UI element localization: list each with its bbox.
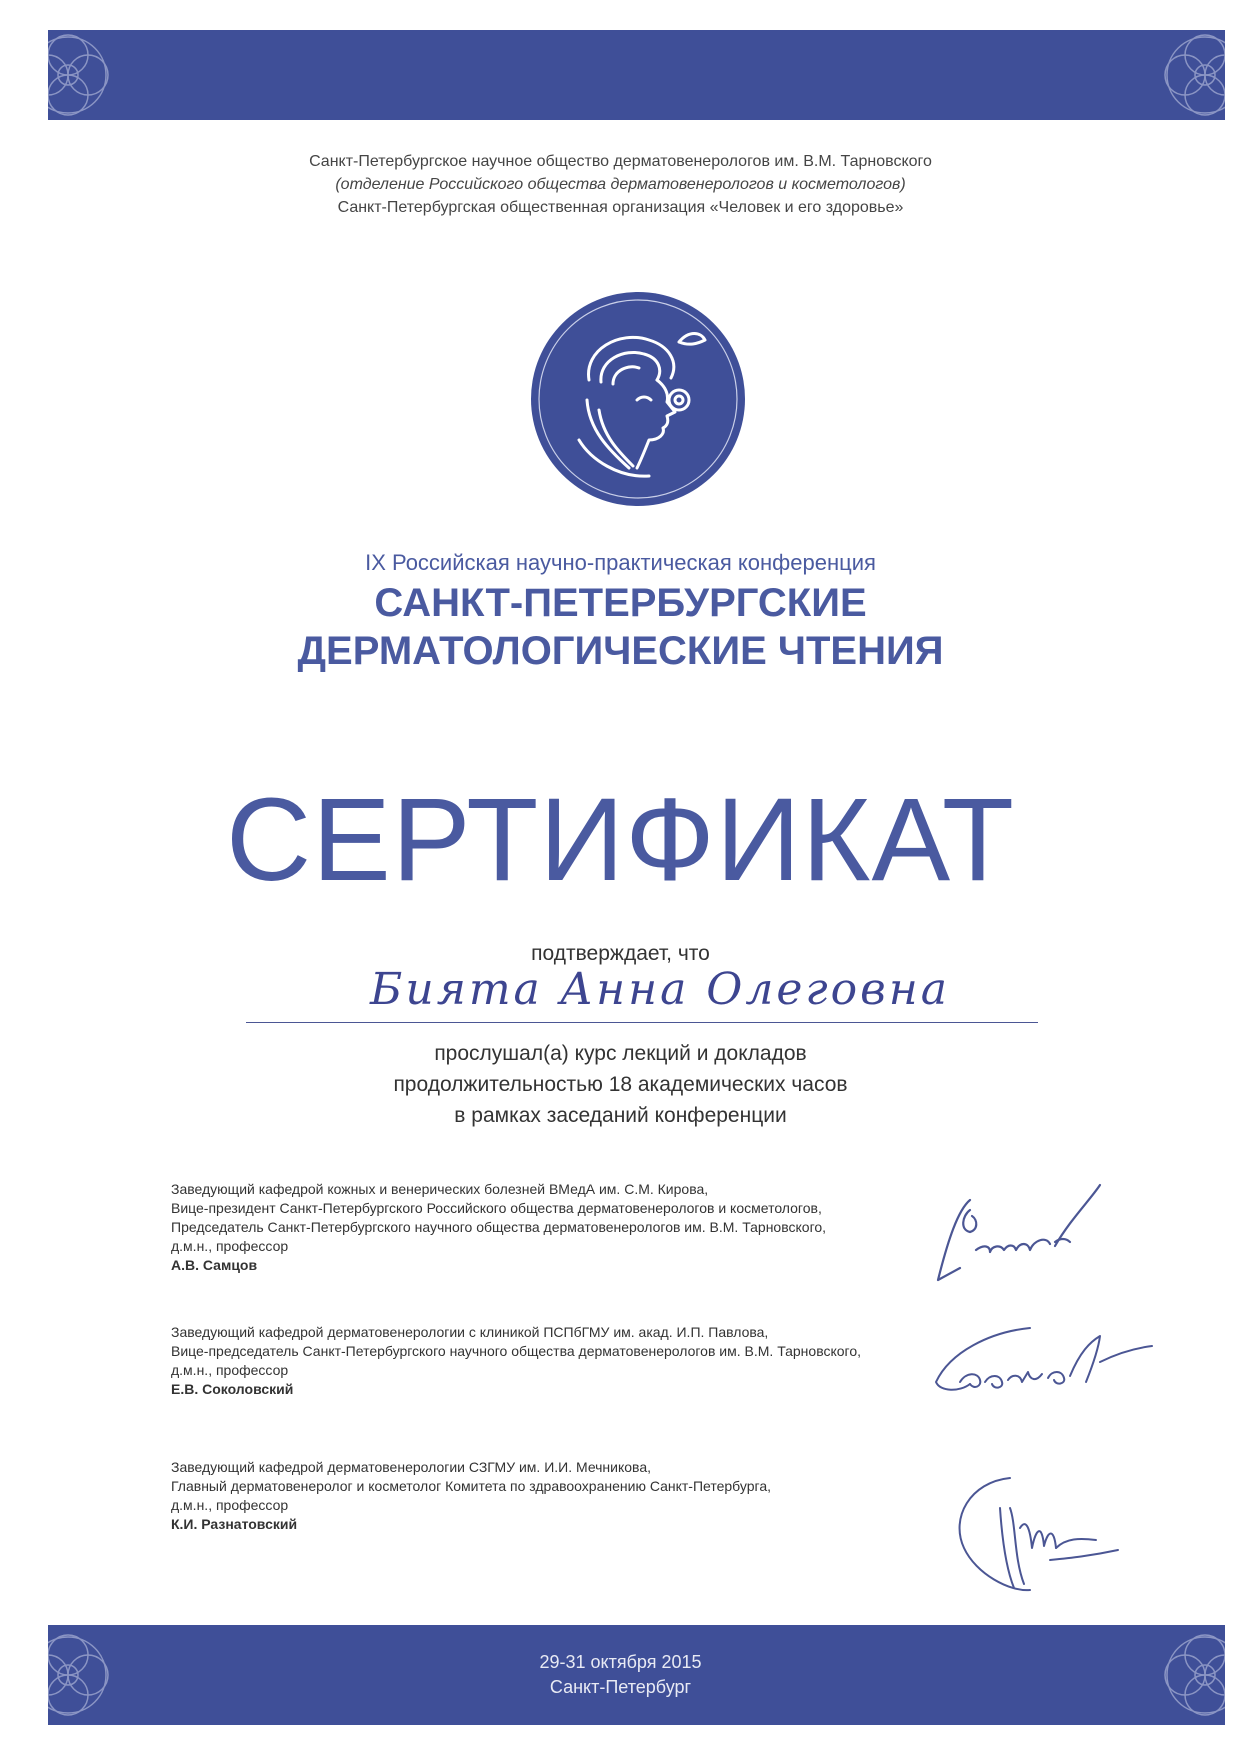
conference-title-line-2: ДЕРМАТОЛОГИЧЕСКИЕ ЧТЕНИЯ <box>297 629 944 673</box>
signature-2 <box>930 1322 1160 1402</box>
signatory-2-line-2: Вице-председатель Санкт-Петербургского научного общества дерматовенерологов им. В.М. Тарновского, <box>171 1343 862 1359</box>
signatory-3-line-2: Главный дерматовенеролог и косметолог Комитета по здравоохранению Санкт-Петербурга, <box>171 1478 771 1494</box>
footer-dates: 29-31 октября 2015 <box>539 1652 702 1672</box>
name-underline <box>246 1022 1038 1023</box>
woman-profile-logo-icon <box>529 290 747 508</box>
confirms-text: подтверждает, что <box>531 942 710 965</box>
signatory-2-name: Е.В. Соколовский <box>171 1381 294 1397</box>
org-line-1: Санкт-Петербургское научное общество дерматовенерологов им. В.М. Тарновского <box>309 153 932 170</box>
signatory-1-line-3: Председатель Санкт-Петербургского научного общества дерматовенерологов им. В.М. Тарновского, <box>171 1219 827 1235</box>
conference-subtitle: IX Российская научно-практическая конференция <box>365 550 876 575</box>
top-decorative-band <box>48 30 1225 120</box>
floral-ornament-icon <box>1155 30 1225 120</box>
course-description <box>0 1038 1241 1131</box>
signatory-1-line-1: Заведующий кафедрой кожных и венерических болезней ВМедА им. С.М. Кирова, <box>171 1181 709 1197</box>
course-line-2: продолжительностью 18 академических часов <box>393 1073 848 1096</box>
signatory-1-line-4: д.м.н., профессор <box>171 1238 289 1254</box>
signatory-block-2 <box>171 1323 951 1399</box>
signature-3 <box>950 1468 1130 1598</box>
signatory-2-line-3: д.м.н., профессор <box>171 1362 289 1378</box>
course-line-1: прослушал(а) курс лекций и докладов <box>434 1042 807 1065</box>
signatory-1-name: А.В. Самцов <box>171 1257 258 1273</box>
signatory-3-line-1: Заведующий кафедрой дерматовенерологии СЗГМУ им. И.И. Мечникова, <box>171 1459 652 1475</box>
signatory-1-line-2: Вице-президент Санкт-Петербургского Российского общества дерматовенерологов и косметологов, <box>171 1200 822 1216</box>
footer-text <box>0 1650 1241 1700</box>
recipient-handwritten-name: Бията Анна Олеговна <box>370 964 950 1015</box>
signatory-2-line-1: Заведующий кафедрой дерматовенерологии с клиникой ПСПбГМУ им. акад. И.П. Павлова, <box>171 1324 769 1340</box>
org-line-2: (отделение Российского общества дерматовенерологов и косметологов) <box>335 176 906 193</box>
signatory-3-line-3: д.м.н., профессор <box>171 1497 289 1513</box>
conference-title-block <box>0 548 1241 674</box>
signature-1 <box>930 1180 1130 1290</box>
organizations-header <box>0 150 1241 219</box>
org-line-3: Санкт-Петербургская общественная организация «Человек и его здоровье» <box>337 199 904 216</box>
floral-ornament-icon <box>48 30 118 120</box>
signatory-block-1 <box>171 1180 951 1275</box>
certificate-heading: СЕРТИФИКАТ <box>225 774 1016 906</box>
conference-title-line-1: САНКТ-ПЕТЕРБУРГСКИЕ <box>374 581 867 625</box>
signatory-block-3 <box>171 1458 951 1534</box>
course-line-3: в рамках заседаний конференции <box>454 1104 787 1127</box>
footer-city: Санкт-Петербург <box>549 1677 692 1697</box>
signatory-3-name: К.И. Разнатовский <box>171 1516 298 1532</box>
